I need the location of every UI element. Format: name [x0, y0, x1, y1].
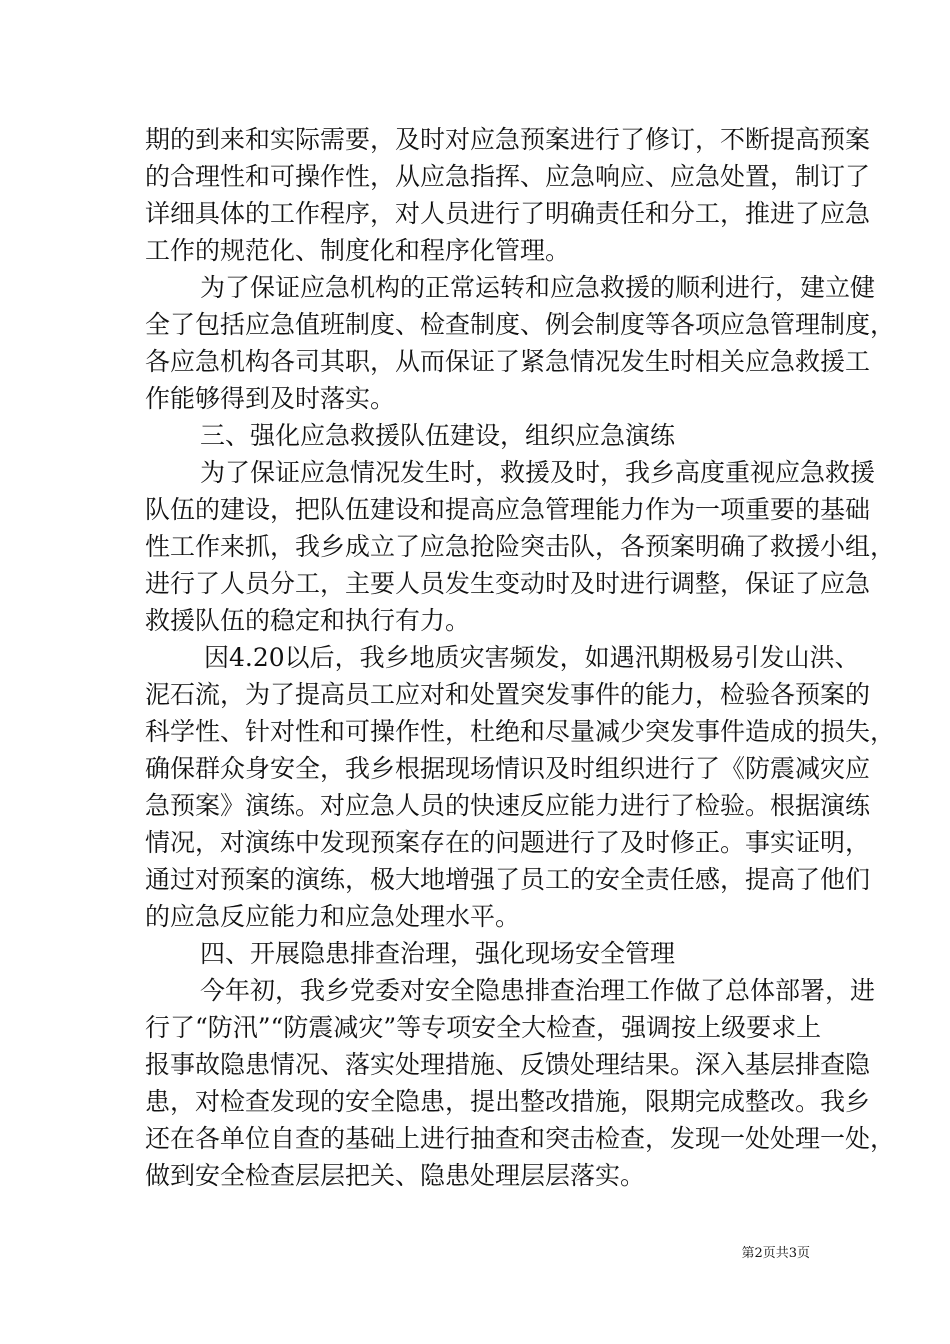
- text-line: 的合理性和可操作性，从应急指挥、应急响应、应急处置，制订了: [145, 162, 871, 191]
- text-line: 为了保证应急情况发生时，救援及时，我乡高度重视应急救援: [200, 458, 876, 487]
- text-line: 报事故隐患情况、落实处理措施、反馈处理结果。深入基层排查隐: [145, 1050, 871, 1079]
- text-line: 做到安全检查层层把关、隐患处理层层落实。: [145, 1161, 646, 1190]
- text-line: 患，对检查发现的安全隐患，提出整改措施，限期完成整改。我乡: [145, 1087, 871, 1116]
- page-number: 第2页共3页: [741, 1246, 810, 1261]
- text-line: 泥石流，为了提高员工应对和处置突发事件的能力，检验各预案的: [145, 680, 871, 709]
- text-line: 各应急机构各司其职，从而保证了紧急情况发生时相关应急救援工: [145, 347, 871, 376]
- text-line: 性工作来抓，我乡成立了应急抢险突击队，各预案明确了救援小组，: [145, 532, 896, 561]
- text-line: 进行了人员分工，主要人员发生变动时及时进行调整，保证了应急: [145, 569, 871, 598]
- text-line: 为了保证应急机构的正常运转和应急救援的顺利进行，建立健: [200, 273, 876, 302]
- text-line: 还在各单位自查的基础上进行抽查和突击检查，发现一处处理一处，: [145, 1124, 896, 1153]
- text-line: 全了包括应急值班制度、检查制度、例会制度等各项应急管理制度，: [145, 310, 896, 339]
- text-line: 救援队伍的稳定和执行有力。: [145, 606, 471, 635]
- text-line: 今年初，我乡党委对安全隐患排查治理工作做了总体部署，进: [200, 976, 876, 1005]
- text-line: 行了“防汛”“防震减灾”等专项安全大检查，强调按上级要求上: [145, 1013, 822, 1042]
- section-heading: 四、开展隐患排查治理，强化现场安全管理: [200, 939, 676, 968]
- text-line: 确保群众身安全，我乡根据现场情识及时组织进行了《防震减灾应: [145, 754, 871, 783]
- text-line: 队伍的建设，把队伍建设和提高应急管理能力作为一项重要的基础: [145, 495, 871, 524]
- text-line: 作能够得到及时落实。: [145, 384, 396, 413]
- text-line: 工作的规范化、制度化和程序化管理。: [145, 236, 571, 265]
- text-line: 急预案》演练。对应急人员的快速反应能力进行了检验。根据演练: [145, 791, 871, 820]
- text-line: 的应急反应能力和应急处理水平。: [145, 902, 521, 931]
- section-heading: 三、强化应急救援队伍建设，组织应急演练: [200, 421, 676, 450]
- text-line: 期的到来和实际需要，及时对应急预案进行了修订，不断提高预案: [145, 125, 871, 154]
- text-line: 因4.20以后，我乡地质灾害频发，如遇汛期极易引发山洪、: [204, 643, 860, 672]
- text-line: 通过对预案的演练，极大地增强了员工的安全责任感，提高了他们: [145, 865, 871, 894]
- text-line: 情况，对演练中发现预案存在的问题进行了及时修正。事实证明，: [145, 828, 871, 857]
- text-line: 详细具体的工作程序，对人员进行了明确责任和分工，推进了应急: [145, 199, 871, 228]
- text-line: 科学性、针对性和可操作性，杜绝和尽量减少突发事件造成的损失，: [145, 717, 896, 746]
